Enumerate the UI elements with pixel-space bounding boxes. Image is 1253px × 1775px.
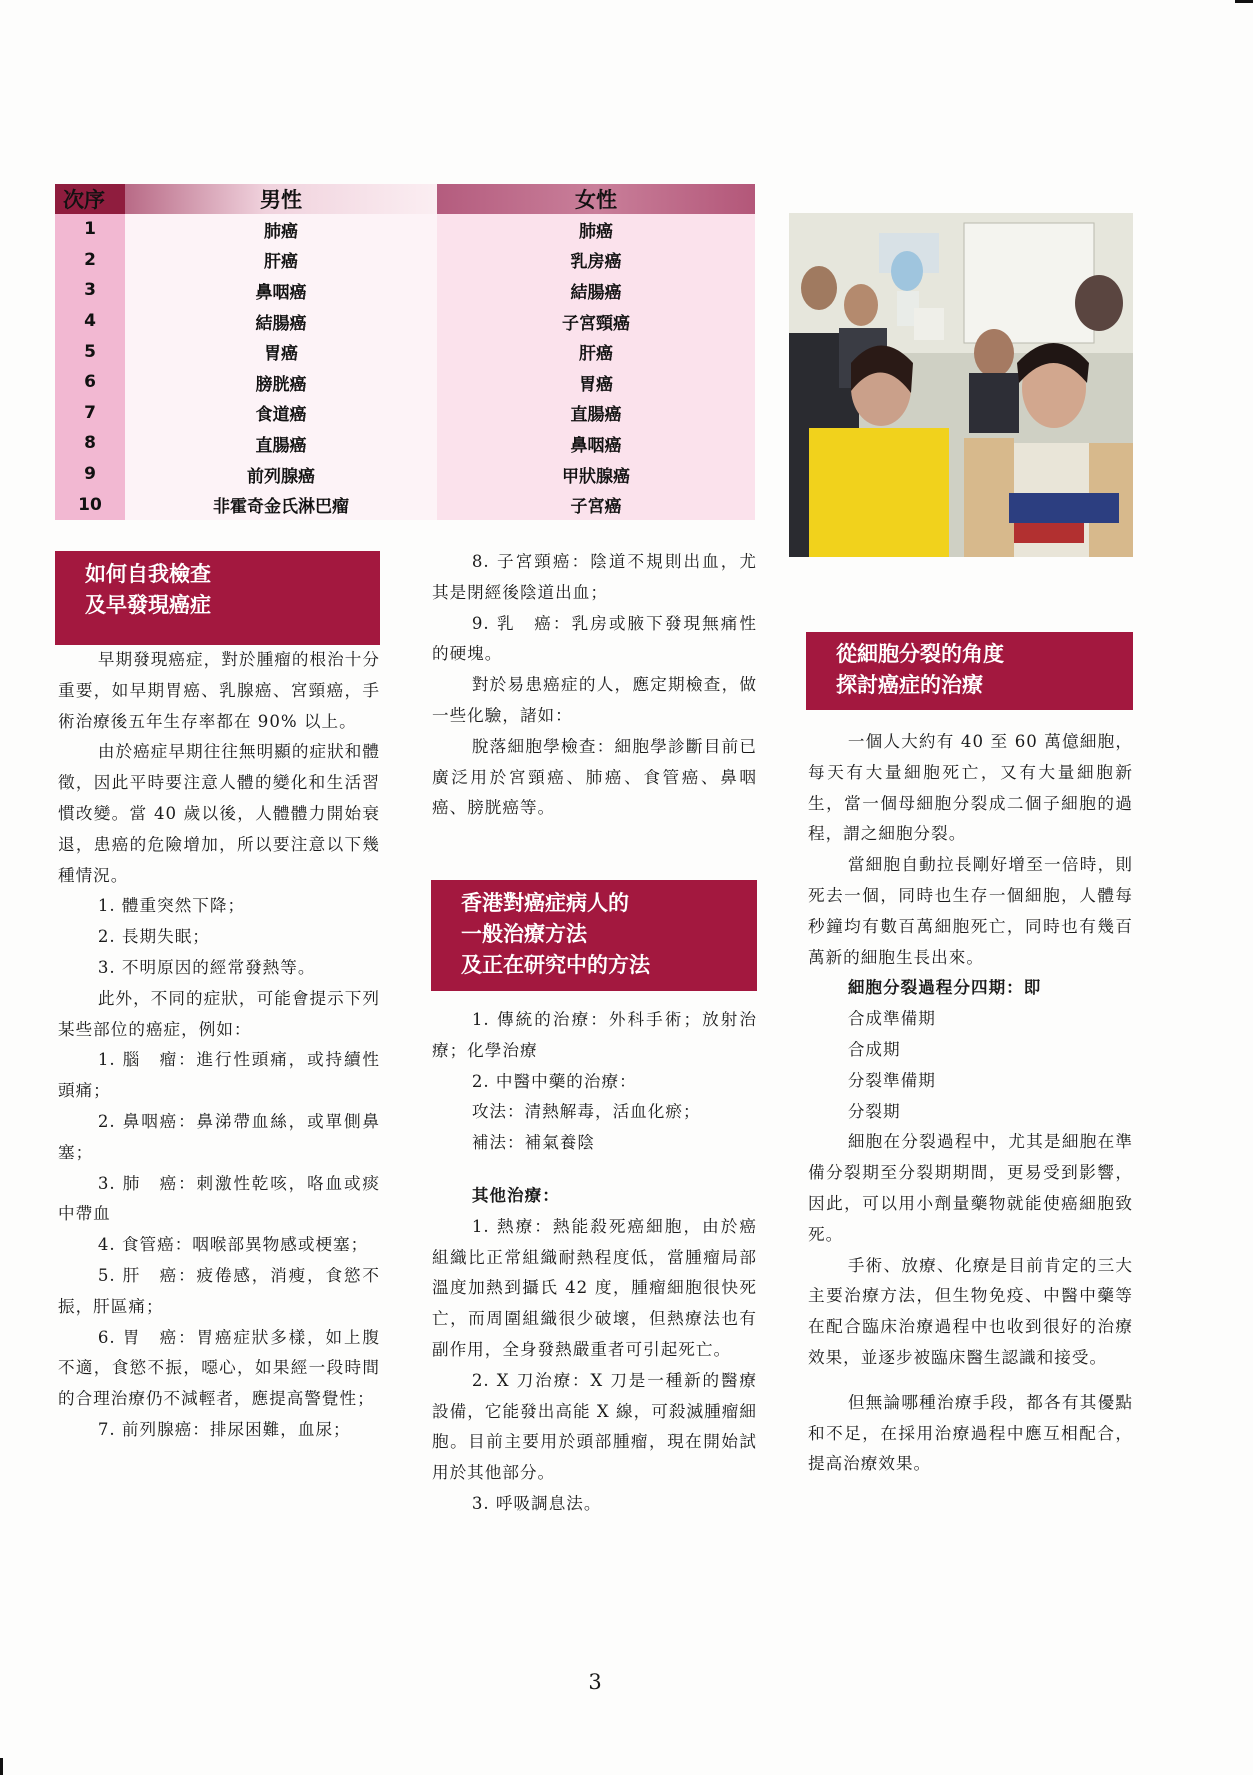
column-3-text: [808, 727, 1133, 1480]
phase-item: 合成準備期: [847, 1009, 936, 1029]
rank-cell-order: 7: [55, 398, 125, 429]
paragraph: 脫落細胞學檢查：細胞學診斷目前已廣泛用於宮頸癌、肺癌、食管癌、鼻咽癌、膀胱癌等。: [432, 736, 757, 818]
list-item: 6. 胃 癌：胃癌症狀多樣，如上腹不適，食慾不振，噁心，如果經一段時間的合理治療仍不減輕者，應提高警覺性；: [58, 1327, 380, 1409]
heading-hk-treatment: [431, 880, 757, 991]
rank-cell-female: 肝癌: [437, 336, 755, 367]
rank-cell-female: 乳房癌: [437, 245, 755, 276]
list-item: 攻法：清熱解毒，活血化瘀；: [471, 1102, 701, 1122]
rank-cell-female: 結腸癌: [437, 275, 755, 306]
rank-cell-order: 5: [55, 336, 125, 367]
paragraph: 由於癌症早期往往無明顯的症狀和體徵，因此平時要注意人體的變化和生活習慣改變。當 40 歲以後，人體體力開始衰退，患癌的危險增加，所以要注意以下幾種情況。: [58, 742, 380, 885]
rank-cell-female: 肺癌: [437, 214, 755, 245]
subheading-other-treatment: 其他治療：: [471, 1185, 560, 1205]
rank-cell-order: 10: [55, 489, 125, 520]
heading-hk-treatment-line-3: 及正在研究中的方法: [461, 953, 650, 977]
list-item: 3. 呼吸調息法。: [471, 1493, 602, 1513]
list-item: 1. 熱療：熱能殺死癌細胞，由於癌組織比正常組織耐熱程度低，當腫瘤局部溫度加熱到攝氏 42 度，腫瘤細胞很快死亡，而周圍組織很少破壞，但熱療法也有副作用，全身發熱嚴重者可引起死亡。: [432, 1216, 757, 1359]
list-item: 2. 長期失眠；: [97, 927, 210, 947]
paragraph: 手術、放療、化療是目前肯定的三大主要治療方法，但生物免疫、中醫中藥等在配合臨床治療過程中也收到很好的治療效果，並逐步被臨床醫生認識和接受。: [808, 1255, 1133, 1367]
rank-cell-female: 直腸癌: [437, 398, 755, 429]
paragraph: 此外，不同的症狀，可能會提示下列某些部位的癌症，例如：: [58, 988, 380, 1039]
table-row: [55, 336, 755, 367]
rank-cell-female: 子宮癌: [437, 489, 755, 520]
table-body: [55, 214, 755, 520]
heading-cell-division-line-1: 從細胞分裂的角度: [836, 642, 1004, 666]
paragraph: 早期發現癌症，對於腫瘤的根治十分重要，如早期胃癌、乳腺癌、宮頸癌，手術治療後五年生存率都在 90% 以上。: [58, 650, 380, 731]
rank-cell-male: 肺癌: [125, 214, 437, 245]
rank-cell-order: 3: [55, 275, 125, 306]
rank-cell-order: 6: [55, 367, 125, 398]
phase-item: 分裂期: [847, 1101, 901, 1121]
table-row: [55, 275, 755, 306]
subheading-phases: 細胞分裂過程分四期：即: [847, 978, 1042, 998]
paragraph: 對於易患癌症的人，應定期檢查，做一些化驗，諸如：: [432, 675, 757, 725]
list-item: 3. 肺 癌：刺激性乾咳，咯血或痰中帶血: [58, 1173, 380, 1224]
scan-edge-mark: [0, 1758, 3, 1775]
column-1-text: [58, 645, 380, 1446]
rank-cell-male: 胃癌: [125, 336, 437, 367]
list-item: 1. 體重突然下降；: [97, 896, 246, 916]
heading-hk-treatment-line-1: 香港對癌症病人的: [461, 891, 629, 915]
column-2-treatments: [432, 1005, 757, 1520]
rank-cell-male: 食道癌: [125, 398, 437, 429]
table-row: [55, 306, 755, 337]
heading-self-check-line-2: 及早發現癌症: [85, 593, 211, 617]
rank-cell-male: 膀胱癌: [125, 367, 437, 398]
table-row: [55, 398, 755, 429]
phase-item: 合成期: [847, 1039, 901, 1059]
table-row: [55, 489, 755, 520]
rank-cell-order: 1: [55, 214, 125, 245]
list-item: 1. 傳統的治療：外科手術；放射治療；化學治療: [432, 1010, 757, 1060]
paragraph: 當細胞自動拉長剛好增至一倍時，則死去一個，同時也生存一個細胞，人體每秒鐘均有數百萬細胞死亡，同時也有幾百萬新的細胞生長出來。: [808, 855, 1133, 967]
column-header-male: 男性: [125, 184, 437, 214]
heading-cell-division: [806, 632, 1133, 710]
rank-cell-male: 結腸癌: [125, 306, 437, 337]
list-item: 1. 腦 瘤：進行性頭痛，或持續性頭痛；: [58, 1050, 380, 1101]
table-row: [55, 367, 755, 398]
column-header-female: 女性: [437, 184, 755, 214]
column-header-order: 次序: [55, 184, 125, 214]
cancer-ranking-table: [55, 184, 755, 520]
paragraph: 細胞在分裂過程中，尤其是細胞在準備分裂期至分裂期期間，更易受到影響，因此，可以用小劑量藥物就能使癌細胞致死。: [808, 1132, 1133, 1244]
audience-photo-illustration: [789, 213, 1133, 557]
rank-cell-female: 胃癌: [437, 367, 755, 398]
list-item: 3. 不明原因的經常發熱等。: [97, 957, 316, 977]
audience-photo: [789, 213, 1133, 557]
table-row: [55, 245, 755, 276]
rank-cell-female: 鼻咽癌: [437, 428, 755, 459]
rank-cell-order: 8: [55, 428, 125, 459]
list-item: 5. 肝 癌：疲倦感，消瘦，食慾不振，肝區痛；: [58, 1265, 380, 1316]
table-row: [55, 459, 755, 490]
list-item: 2. 中醫中藥的治療：: [471, 1071, 637, 1091]
list-item: 2. X 刀治療：X 刀是一種新的醫療設備，它能發出高能 X 線，可殺滅腫瘤細胞。目前主要用於頭部腫瘤，現在開始試用於其他部分。: [432, 1370, 757, 1483]
list-item: 2. 鼻咽癌：鼻涕帶血絲，或單側鼻塞；: [58, 1111, 380, 1162]
table-row: [55, 428, 755, 459]
heading-hk-treatment-line-2: 一般治療方法: [461, 922, 587, 946]
paragraph: 但無論哪種治療手段，都各有其優點和不足，在採用治療過程中應互相配合，提高治療效果。: [808, 1392, 1133, 1474]
table-header-row: [55, 184, 755, 214]
table-row: [55, 214, 755, 245]
heading-self-check-line-1: 如何自我檢查: [85, 562, 211, 586]
list-item: 7. 前列腺癌：排尿困難，血尿；: [97, 1419, 351, 1439]
rank-cell-order: 2: [55, 245, 125, 276]
paragraph: 一個人大約有 40 至 60 萬億細胞，每天有大量細胞死亡，又有大量細胞新生，當一個母細胞分裂成二個子細胞的過程，謂之細胞分裂。: [808, 732, 1133, 844]
list-item: 4. 食管癌：咽喉部異物感或梗塞；: [97, 1235, 369, 1255]
list-item: 補法：補氣養陰: [471, 1133, 595, 1153]
list-item: 9. 乳 癌：乳房或腋下發現無痛性的硬塊。: [432, 613, 757, 664]
rank-cell-male: 非霍奇金氏淋巴瘤: [125, 489, 437, 520]
rank-cell-male: 肝癌: [125, 245, 437, 276]
rank-cell-male: 前列腺癌: [125, 459, 437, 490]
heading-cell-division-line-2: 探討癌症的治療: [836, 673, 983, 697]
rank-cell-female: 甲狀腺癌: [437, 459, 755, 490]
rank-cell-order: 4: [55, 306, 125, 337]
heading-self-check: [55, 551, 380, 645]
rank-cell-male: 鼻咽癌: [125, 275, 437, 306]
phase-item: 分裂準備期: [847, 1070, 936, 1090]
rank-cell-order: 9: [55, 459, 125, 490]
page-number: 3: [588, 1670, 602, 1694]
scan-edge-mark: [1235, 0, 1253, 3]
column-2-intro: [432, 547, 757, 824]
list-item: 8. 子宮頸癌：陰道不規則出血，尤其是閉經後陰道出血；: [432, 552, 757, 602]
rank-cell-male: 直腸癌: [125, 428, 437, 459]
rank-cell-female: 子宮頸癌: [437, 306, 755, 337]
